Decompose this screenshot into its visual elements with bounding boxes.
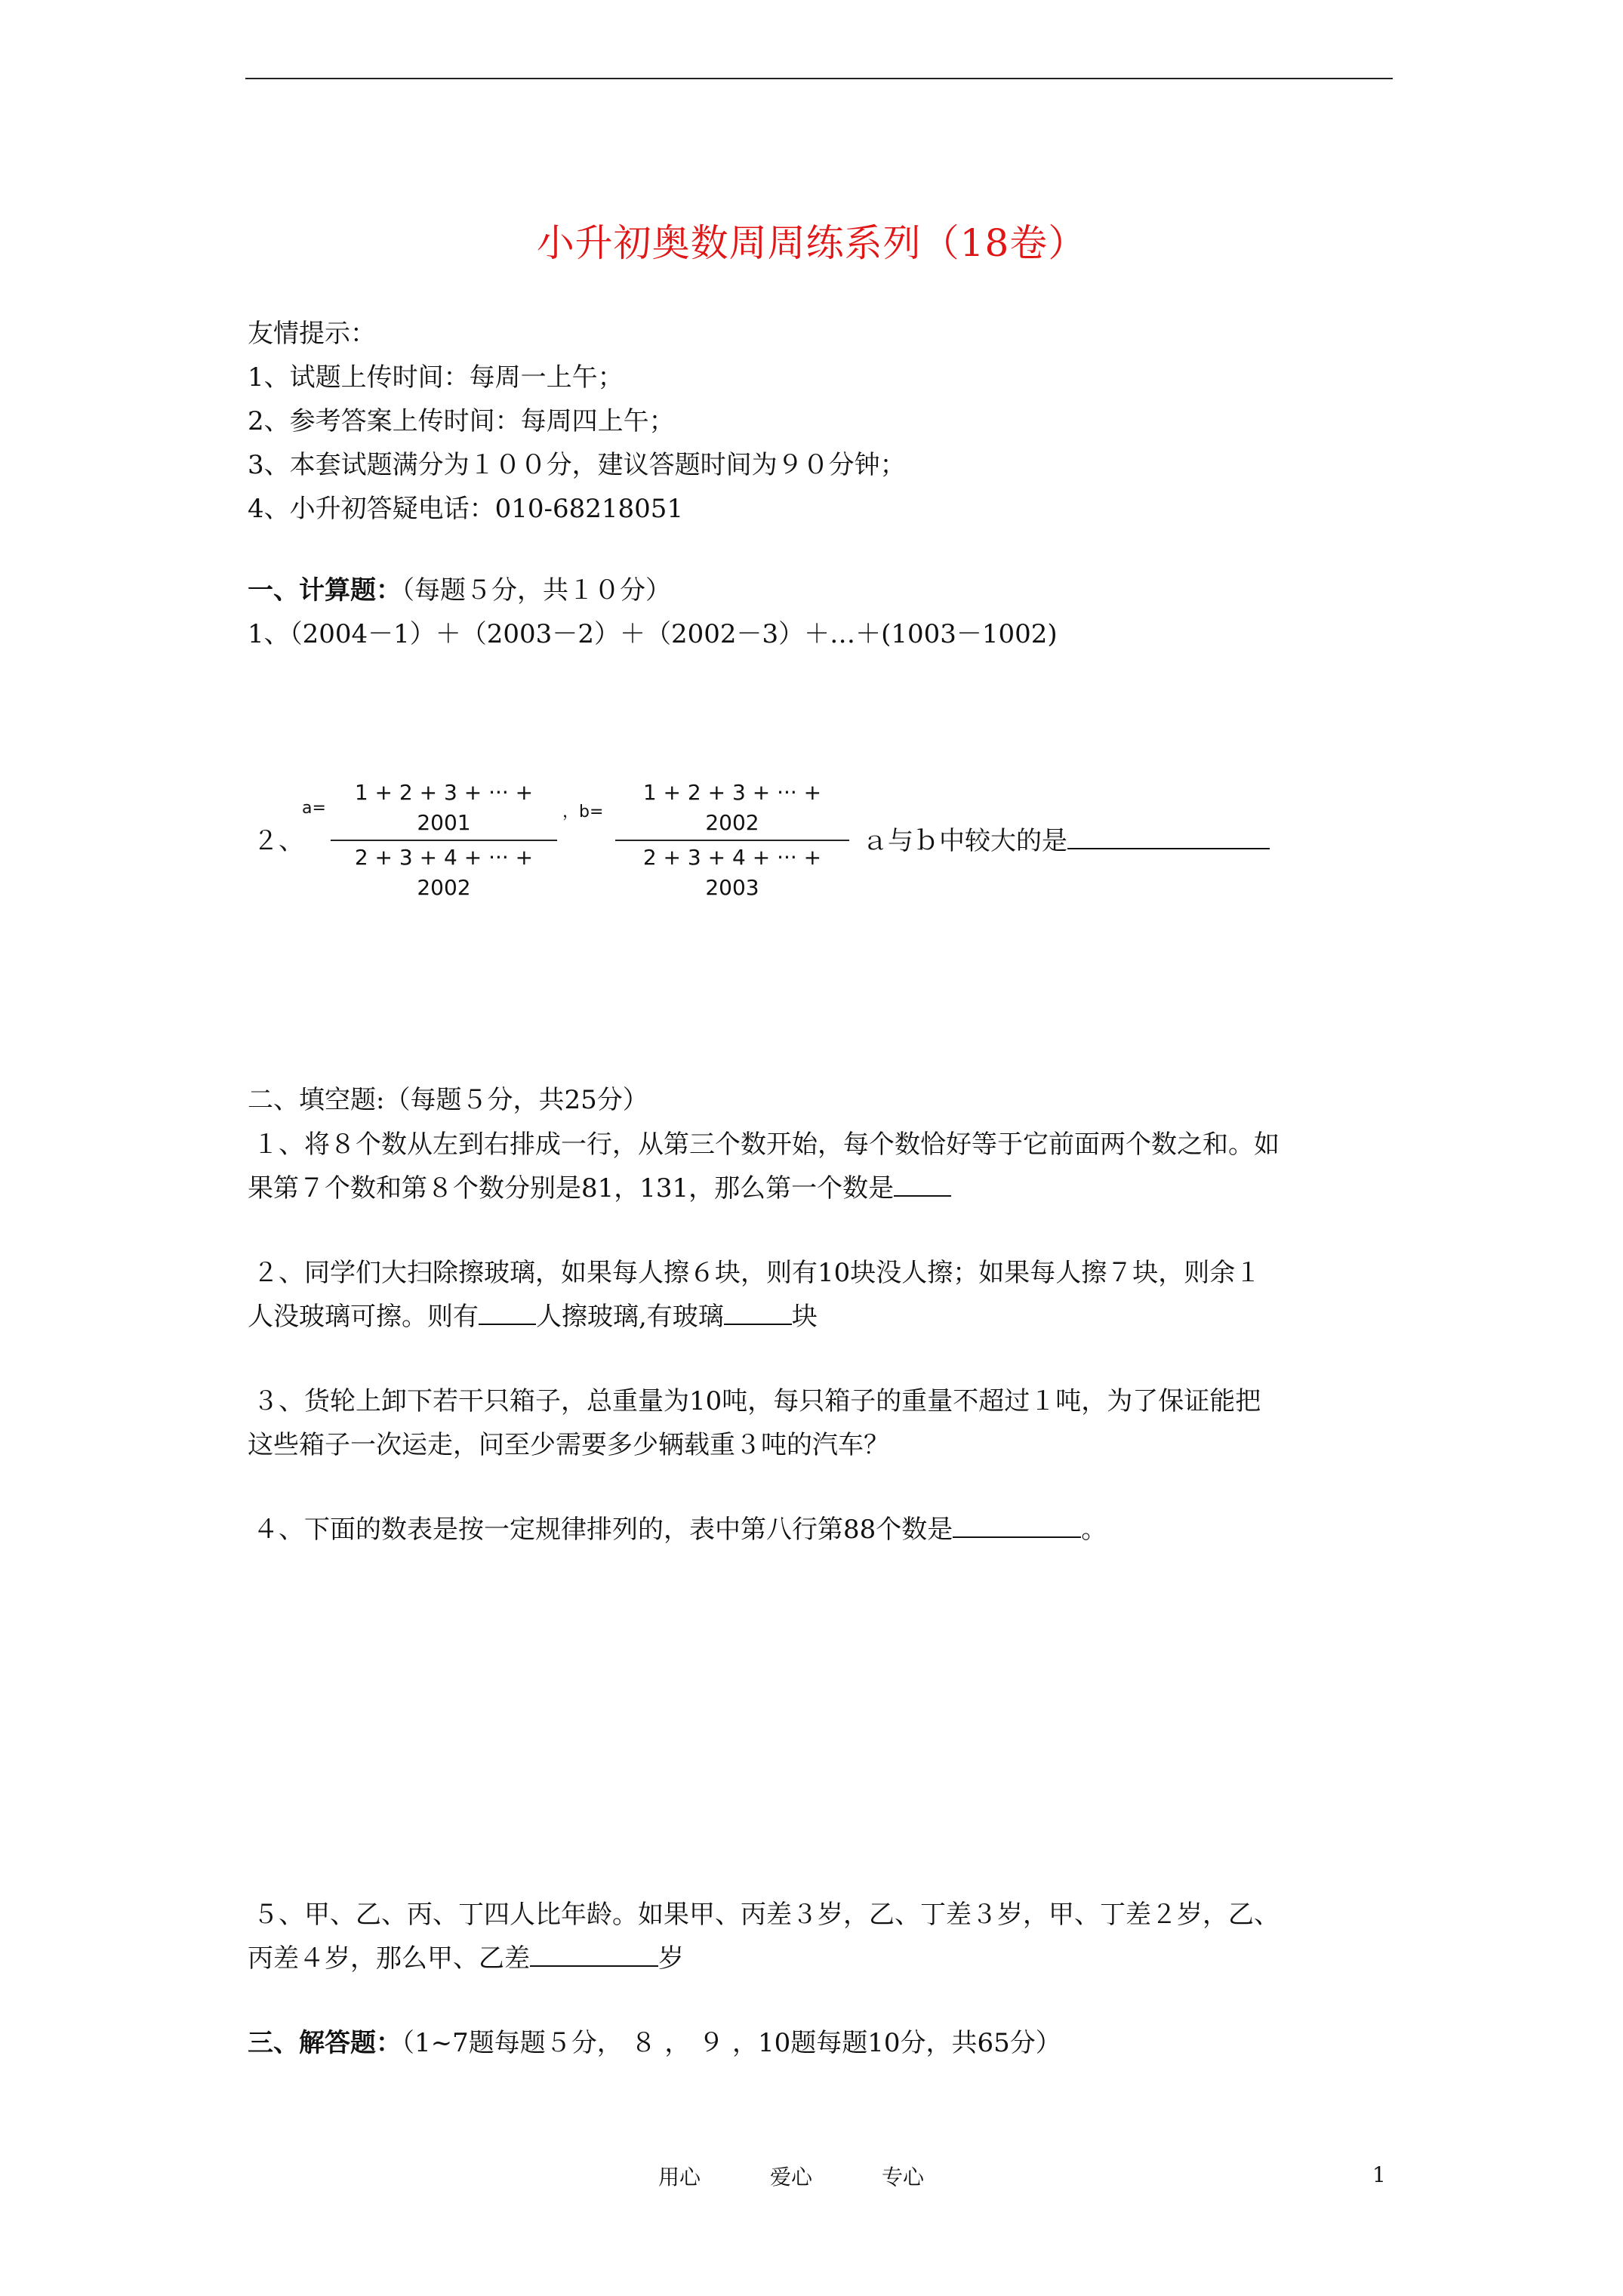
section2-q5-line2 <box>248 1942 684 1975</box>
fraction-expression <box>302 778 861 900</box>
tip-item-4: 4、小升初答疑电话：010-68218051 <box>248 494 684 524</box>
section3-heading: 三、解答题： <box>248 2028 402 2058</box>
section2-heading: 二、填空题: <box>248 1085 385 1115</box>
section2-q2-part2: 人擦玻璃,有玻璃 <box>536 1302 724 1332</box>
section2-q5-part2: 岁 <box>658 1943 684 1974</box>
page-number: 1 <box>1372 2162 1386 2187</box>
answer-blank <box>953 1514 1081 1538</box>
tips-heading: 友情提示： <box>248 319 376 349</box>
section1-note: （每题５分，共１０分） <box>402 575 671 606</box>
section2-q1-line2 <box>248 1172 951 1205</box>
section1-q1: 1、（2004－1）＋（2003－2）＋（2002－3）＋…＋(1003－1002) <box>248 619 1058 649</box>
section1-q2-number: ２、 <box>253 826 304 856</box>
fraction-b-denominator: 2 + 3 + 4 + ··· + 2003 <box>642 845 822 900</box>
a-label: a= <box>302 799 326 818</box>
fraction-a-denominator: 2 + 3 + 4 + ··· + 2002 <box>354 845 534 900</box>
section3-note: （1~7题每题５分， ８ ， ９ ，10题每题10分，共65分） <box>402 2028 1061 2058</box>
section3-header <box>248 2026 1061 2060</box>
section1-heading: 一、计算题： <box>248 575 402 606</box>
section2-q2-part1: 人没玻璃可擦。则有 <box>248 1302 479 1332</box>
tip-item-1: 1、试题上传时间：每周一上午； <box>248 362 624 393</box>
fraction-a-bar <box>331 840 557 841</box>
section2-q4-end: 。 <box>1081 1515 1107 1545</box>
section2-q2-part3: 块 <box>791 1302 818 1332</box>
section2-q1-line2-text: 果第７个数和第８个数分别是81，131，那么第一个数是 <box>248 1173 895 1203</box>
answer-blank <box>530 1943 658 1967</box>
fraction-b-bar <box>615 840 849 841</box>
section1-q2-tail-text: ａ与ｂ中较大的是 <box>862 826 1067 856</box>
page-title: 小升初奥数周周练系列（18卷） <box>536 221 1087 265</box>
section1-header <box>248 574 671 607</box>
footer-item-2: 爱心 <box>770 2165 813 2190</box>
answer-blank <box>894 1173 951 1197</box>
footer-item-3: 专心 <box>882 2165 925 2190</box>
section2-q2-line2 <box>248 1300 818 1333</box>
footer-item-1: 用心 <box>658 2165 701 2190</box>
section2-q3-line1: ３、货轮上卸下若干只箱子，总重量为10吨，每只箱子的重量不超过１吨，为了保证能把 <box>253 1386 1261 1416</box>
answer-blank <box>479 1301 536 1325</box>
b-label: ，b= <box>562 803 604 821</box>
tip-item-3: 3、本套试题满分为１００分，建议答题时间为９０分钟； <box>248 450 906 480</box>
section2-q5-part1: 丙差４岁，那么甲、乙差 <box>248 1943 530 1974</box>
section2-q1-line1: １、将８个数从左到右排成一行，从第三个数开始，每个数恰好等于它前面两个数之和。如 <box>253 1130 1280 1160</box>
section2-q2-line1: ２、同学们大扫除擦玻璃，如果每人擦６块，则有10块没人擦；如果每人擦７块，则余１ <box>253 1258 1261 1288</box>
section2-q4 <box>253 1513 1107 1546</box>
fraction-b <box>615 778 849 903</box>
fraction-b-numerator: 1 + 2 + 3 + ··· + 2002 <box>642 780 822 835</box>
fraction-a-numerator: 1 + 2 + 3 + ··· + 2001 <box>354 780 534 835</box>
header-rule <box>245 78 1393 79</box>
section1-q2-tail <box>862 824 1270 858</box>
section2-note: （每题５分，共25分） <box>384 1085 648 1115</box>
fraction-a <box>331 778 557 903</box>
tip-item-2: 2、参考答案上传时间：每周四上午； <box>248 406 675 436</box>
answer-blank <box>1067 825 1270 849</box>
answer-blank <box>724 1301 792 1325</box>
section2-q5-line1: ５、甲、乙、丙、丁四人比年龄。如果甲、丙差３岁，乙、丁差３岁，甲、丁差２岁，乙、 <box>253 1900 1280 1930</box>
section2-q3-line2: 这些箱子一次运走，问至少需要多少辆载重３吨的汽车？ <box>248 1430 889 1460</box>
section2-header <box>248 1083 648 1117</box>
section2-q4-text: ４、下面的数表是按一定规律排列的，表中第八行第88个数是 <box>253 1515 953 1545</box>
